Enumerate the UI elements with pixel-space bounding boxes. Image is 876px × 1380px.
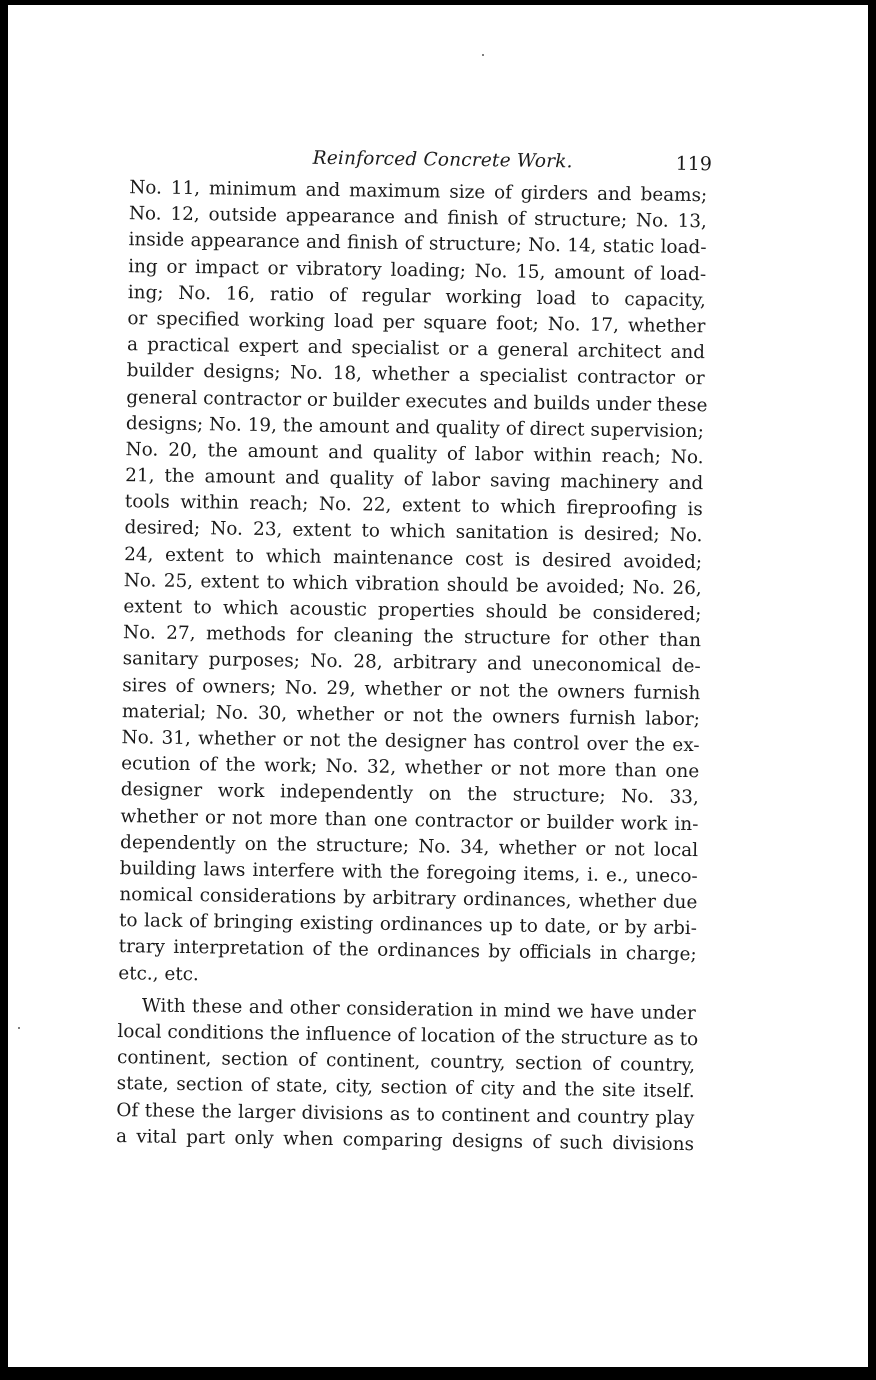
text-line: ecution of the work; No. 32, whether or not more than one xyxy=(121,753,700,783)
text-line: material; No. 30, whether or not the owners furnish labor; xyxy=(121,700,701,730)
text-line: inside appearance and finish of structure; No. 14, static load- xyxy=(128,229,707,259)
text-line: No. 20, the amount and quality of labor within reach; No. xyxy=(125,438,704,469)
text-line: etc., etc. xyxy=(118,962,199,985)
text-line: tools within reach; No. 22, extent to which fireproofing is xyxy=(124,491,703,521)
scan-border-top xyxy=(0,0,876,5)
text-line: extent to which acoustic properties should be considered; xyxy=(123,596,702,626)
scan-speck xyxy=(18,1027,20,1029)
text-line: ing; No. 16, ratio of regular working load to capacity, xyxy=(127,281,706,311)
text-line: dependently on the structure; No. 34, whether or not local xyxy=(119,831,699,861)
text-line: whether or not more than one contractor or builder work in- xyxy=(120,805,699,835)
text-line: 24, extent to which maintenance cost is desired avoided; xyxy=(124,543,703,573)
text-line: 21, the amount and quality of labor saving machinery and xyxy=(125,465,704,495)
scan-border-left xyxy=(0,0,8,1380)
text-line: nomical considerations by arbitrary ordinances, whether due xyxy=(119,884,698,914)
text-line: No. 27, methods for cleaning the structure for other than xyxy=(122,622,702,652)
text-line: builder designs; No. 18, whether a specialist contractor or xyxy=(126,360,705,390)
text-line: local conditions the influence of location of the structure as to xyxy=(117,1021,699,1051)
text-line: or specified working load per square foot; No. 17, whether xyxy=(127,308,706,338)
scan-speck xyxy=(482,54,484,56)
scan-border-bottom xyxy=(0,1367,876,1380)
text-line: sires of owners; No. 29, whether or not the owners furnish xyxy=(122,674,701,704)
running-head xyxy=(119,135,720,183)
paragraph-1 xyxy=(108,175,719,995)
page-content xyxy=(106,135,720,1158)
text-line: designs; No. 19, the amount and quality of direct supervision; xyxy=(125,412,705,442)
text-line: to lack of bringing existing ordinances up to date, or by arbi- xyxy=(118,910,698,940)
text-line: trary interpretation of the ordinances by officials in charge; xyxy=(118,936,697,966)
text-line: Of these the larger divisions as to continent and country play xyxy=(116,1099,695,1129)
text-line: With these and other consideration in mind we have under xyxy=(141,995,696,1024)
paragraph-2 xyxy=(106,993,708,1158)
text-line: general contractor or builder executes and builds under these xyxy=(126,386,708,416)
text-line: No. 12, outside appearance and finish of structure; No. 13, xyxy=(128,203,707,233)
text-line: state, section of state, city, section of city and the site itself. xyxy=(116,1073,695,1103)
text-line: No. 11, minimum and maximum size of girders and beams; xyxy=(129,177,708,207)
text-line: a practical expert and specialist or a general architect and xyxy=(126,334,706,364)
page-number: 119 xyxy=(675,152,713,176)
text-line: a vital part only when comparing designs of such divisions xyxy=(115,1125,695,1155)
text-line: designer work independently on the structure; No. 33, xyxy=(120,779,699,809)
scan-border-right xyxy=(868,0,876,1380)
text-line: No. 25, extent to which vibration should be avoided; No. 26, xyxy=(123,569,702,599)
running-title: Reinforced Concrete Work. xyxy=(312,147,573,173)
text-line: desired; No. 23, extent to which sanitation is desired; No. xyxy=(124,517,703,547)
text-line: building laws interfere with the foregoing items, i. e., uneco- xyxy=(119,857,698,888)
text-line: ing or impact or vibratory loading; No. 15, amount of load- xyxy=(128,255,707,285)
text-line: continent, section of continent, country, section of country, xyxy=(116,1047,696,1077)
text-line: sanitary purposes; No. 28, arbitrary and uneconomical de- xyxy=(122,648,701,678)
text-line: No. 31, whether or not the designer has control over the ex- xyxy=(121,727,700,757)
